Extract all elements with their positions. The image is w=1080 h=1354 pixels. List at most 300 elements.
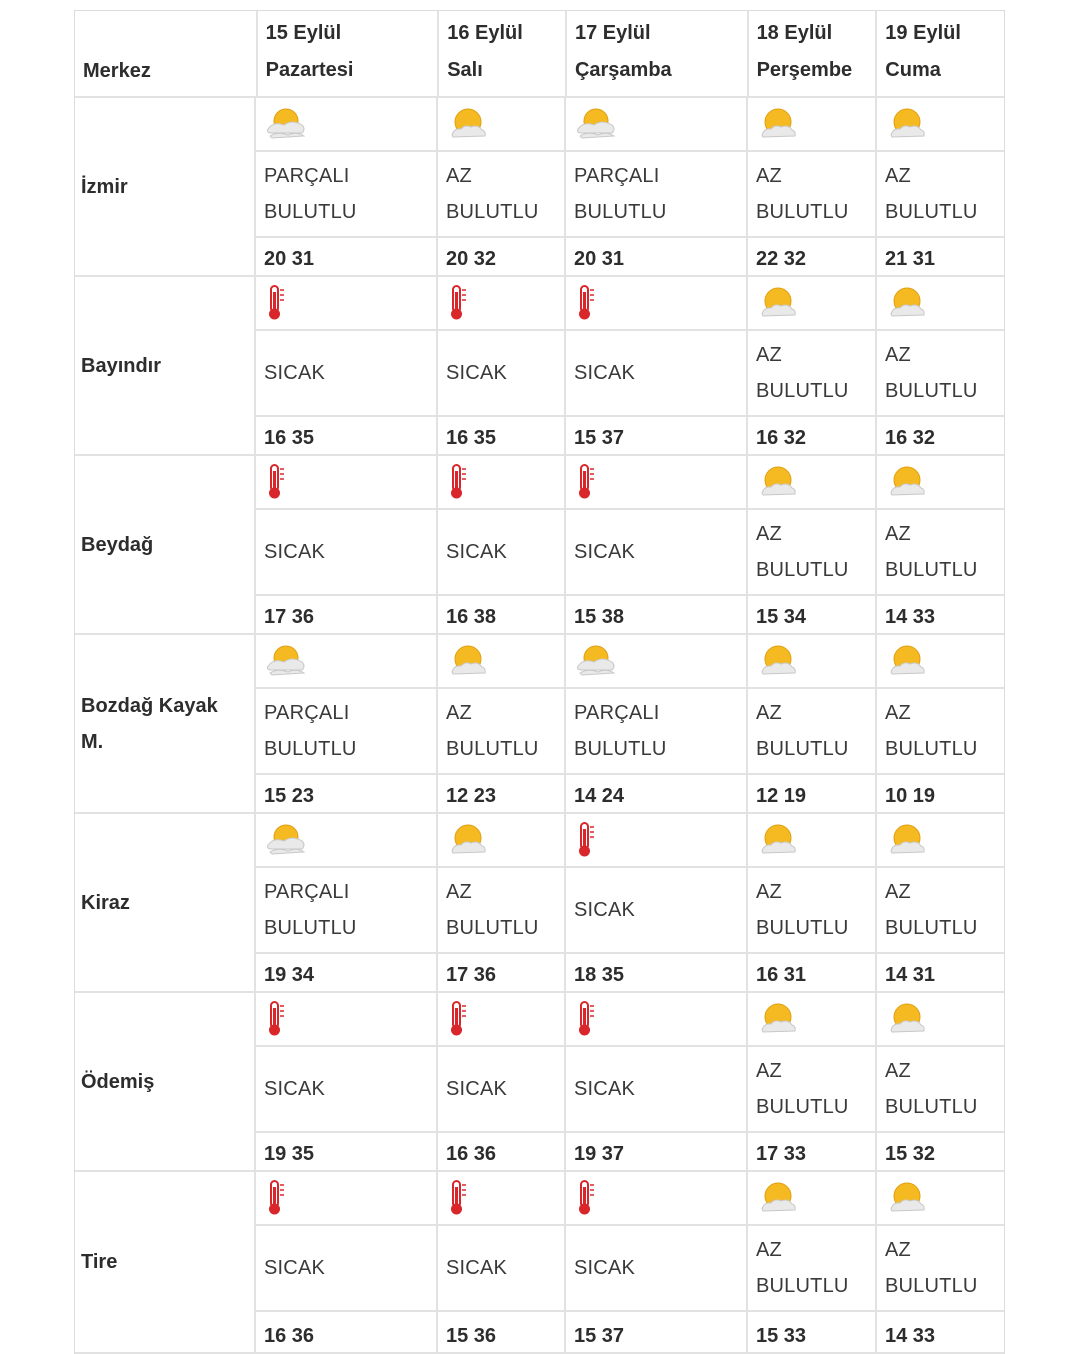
weather-icon-cell — [877, 98, 1004, 150]
partly-cloudy-icon — [266, 823, 306, 857]
header-day-weekday: Salı — [447, 59, 483, 81]
forecast-table-wrapper — [74, 10, 1005, 1354]
header-day-2 — [439, 11, 567, 96]
description-line-1: SICAK — [264, 541, 326, 563]
description-line-1: SICAK — [264, 1257, 326, 1279]
description-line-2: BULUTLU — [885, 917, 978, 939]
thermometer-icon — [576, 284, 598, 322]
temperature-row — [256, 775, 1004, 812]
temperature-range: 16 35 — [446, 427, 497, 449]
weather-description — [256, 152, 438, 236]
weather-icon-cell — [256, 277, 438, 329]
description-line-2: BULUTLU — [574, 738, 667, 760]
header-center-label: Merkez — [83, 60, 151, 82]
temperature-range: 20 32 — [446, 248, 497, 270]
temperature-cell — [256, 596, 438, 633]
thermometer-icon — [266, 1179, 288, 1217]
temperature-cell — [256, 775, 438, 812]
temperature-row — [256, 596, 1004, 633]
description-line-1: AZ — [756, 165, 782, 187]
description-line-2: BULUTLU — [756, 1275, 849, 1297]
weather-description — [877, 689, 1004, 773]
temperature-range: 17 36 — [264, 606, 315, 628]
city-name-label: Beydağ — [81, 533, 154, 556]
temperature-range: 14 33 — [885, 1325, 936, 1347]
weather-description — [566, 1047, 748, 1131]
weather-description — [748, 152, 877, 236]
weather-icon-cell — [438, 635, 566, 687]
weather-icon-cell — [566, 456, 748, 508]
weather-icon-cell — [256, 456, 438, 508]
icon-row — [256, 98, 1004, 152]
temperature-cell — [877, 954, 1004, 991]
temperature-cell — [566, 238, 748, 275]
temperature-cell — [877, 1133, 1004, 1170]
city-name — [75, 993, 256, 1170]
description-line-1: AZ — [756, 1060, 782, 1082]
weather-icon-cell — [438, 814, 566, 866]
icon-row — [256, 1172, 1004, 1226]
temperature-cell — [748, 417, 877, 454]
city-name — [75, 456, 256, 633]
mostly-sunny-icon — [758, 107, 798, 141]
temperature-cell — [748, 775, 877, 812]
description-line-2: BULUTLU — [756, 559, 849, 581]
weather-description — [748, 689, 877, 773]
mostly-sunny-icon — [448, 107, 488, 141]
mostly-sunny-icon — [758, 286, 798, 320]
weather-description — [438, 1226, 566, 1310]
weather-description — [566, 868, 748, 952]
thermometer-icon — [448, 1179, 470, 1217]
description-line-1: SICAK — [264, 362, 326, 384]
description-line-2: BULUTLU — [885, 1275, 978, 1297]
weather-description — [877, 331, 1004, 415]
thermometer-icon — [448, 284, 470, 322]
mostly-sunny-icon — [758, 1002, 798, 1036]
description-row — [256, 331, 1004, 417]
weather-icon-cell — [877, 993, 1004, 1045]
temperature-cell — [438, 954, 566, 991]
description-line-1: AZ — [446, 881, 472, 903]
city-days — [256, 1172, 1004, 1352]
table-body — [75, 98, 1004, 1354]
description-line-2: BULUTLU — [756, 201, 849, 223]
weather-icon-cell — [748, 98, 877, 150]
description-line-1: PARÇALI — [264, 881, 350, 903]
temperature-cell — [566, 1133, 748, 1170]
description-line-1: SICAK — [446, 1257, 508, 1279]
header-center — [75, 11, 258, 96]
weather-description — [256, 1226, 438, 1310]
city-days — [256, 814, 1004, 991]
description-line-1: AZ — [885, 702, 911, 724]
partly-cloudy-icon — [576, 107, 616, 141]
thermometer-icon — [266, 284, 288, 322]
description-line-1: SICAK — [574, 899, 636, 921]
forecast-table — [74, 10, 1005, 1354]
header-day-date: 15 Eylül — [265, 22, 342, 44]
temperature-cell — [877, 238, 1004, 275]
header-day-1 — [258, 11, 440, 96]
description-line-2: BULUTLU — [264, 917, 357, 939]
weather-description — [566, 331, 748, 415]
temperature-row — [256, 417, 1004, 454]
header-day-weekday: Pazartesi — [265, 59, 354, 81]
weather-icon-cell — [566, 1172, 748, 1224]
temperature-cell — [748, 238, 877, 275]
weather-icon-cell — [877, 814, 1004, 866]
weather-description — [748, 868, 877, 952]
weather-description — [877, 868, 1004, 952]
weather-icon-cell — [566, 993, 748, 1045]
weather-icon-cell — [256, 1172, 438, 1224]
temperature-row — [256, 238, 1004, 275]
temperature-range: 16 31 — [756, 964, 807, 986]
weather-icon-cell — [748, 277, 877, 329]
description-line-1: AZ — [446, 165, 472, 187]
temperature-range: 15 32 — [885, 1143, 936, 1165]
temperature-cell — [438, 1312, 566, 1352]
temperature-range: 17 33 — [756, 1143, 807, 1165]
temperature-cell — [566, 1312, 748, 1352]
city-name-label: Kiraz — [81, 891, 130, 914]
description-line-2: BULUTLU — [885, 201, 978, 223]
city-name-label: Bayındır — [81, 354, 162, 377]
weather-icon-cell — [438, 993, 566, 1045]
weather-description — [748, 331, 877, 415]
city-name — [75, 635, 256, 812]
description-line-1: AZ — [756, 881, 782, 903]
description-line-2: BULUTLU — [756, 738, 849, 760]
description-line-2: BULUTLU — [264, 738, 357, 760]
mostly-sunny-icon — [887, 1002, 927, 1036]
temperature-range: 16 38 — [446, 606, 497, 628]
thermometer-icon — [266, 1000, 288, 1038]
description-row — [256, 868, 1004, 954]
temperature-cell — [438, 1133, 566, 1170]
header-day-date: 19 Eylül — [885, 22, 961, 44]
description-line-1: SICAK — [446, 362, 508, 384]
temperature-range: 17 36 — [446, 964, 497, 986]
weather-description — [877, 1226, 1004, 1310]
weather-icon-cell — [566, 635, 748, 687]
description-line-1: AZ — [756, 344, 782, 366]
temperature-range: 15 37 — [574, 1325, 625, 1347]
temperature-row — [256, 1133, 1004, 1170]
city-days — [256, 635, 1004, 812]
weather-icon-cell — [748, 456, 877, 508]
temperature-range: 19 34 — [264, 964, 315, 986]
temperature-range: 15 36 — [446, 1325, 497, 1347]
temperature-range: 15 33 — [756, 1325, 807, 1347]
temperature-cell — [748, 954, 877, 991]
weather-icon-cell — [256, 98, 438, 150]
temperature-range: 15 23 — [264, 785, 315, 807]
mostly-sunny-icon — [887, 107, 927, 141]
description-line-2: BULUTLU — [446, 917, 539, 939]
temperature-range: 12 19 — [756, 785, 807, 807]
description-line-1: SICAK — [446, 541, 508, 563]
temperature-cell — [877, 1312, 1004, 1352]
weather-icon-cell — [877, 456, 1004, 508]
mostly-sunny-icon — [758, 465, 798, 499]
temperature-row — [256, 1312, 1004, 1352]
description-row — [256, 1226, 1004, 1312]
description-line-2: BULUTLU — [756, 380, 849, 402]
header-day-weekday: Çarşamba — [574, 59, 672, 81]
header-day-5 — [877, 11, 1004, 96]
weather-icon-cell — [566, 277, 748, 329]
thermometer-icon — [576, 1179, 598, 1217]
weather-description — [256, 1047, 438, 1131]
temperature-cell — [256, 1133, 438, 1170]
temperature-range: 15 34 — [756, 606, 807, 628]
table-header-row — [75, 11, 1004, 98]
thermometer-icon — [576, 1000, 598, 1038]
weather-icon-cell — [748, 635, 877, 687]
partly-cloudy-icon — [266, 644, 306, 678]
mostly-sunny-icon — [887, 286, 927, 320]
temperature-cell — [438, 596, 566, 633]
header-day-date: 16 Eylül — [447, 22, 523, 44]
description-line-2: BULUTLU — [885, 559, 978, 581]
city-name — [75, 98, 256, 275]
temperature-cell — [256, 417, 438, 454]
header-day-weekday: Cuma — [885, 59, 941, 81]
mostly-sunny-icon — [887, 465, 927, 499]
weather-description — [438, 689, 566, 773]
description-line-1: AZ — [885, 1239, 911, 1261]
temperature-range: 14 31 — [885, 964, 936, 986]
header-day-date: 18 Eylül — [756, 22, 833, 44]
description-line-2: BULUTLU — [885, 738, 978, 760]
description-row — [256, 510, 1004, 596]
icon-row — [256, 635, 1004, 689]
temperature-cell — [438, 775, 566, 812]
weather-description — [438, 868, 566, 952]
thermometer-icon — [448, 463, 470, 501]
table-row — [75, 1172, 1004, 1354]
temperature-cell — [748, 596, 877, 633]
mostly-sunny-icon — [887, 1181, 927, 1215]
temperature-range: 15 38 — [574, 606, 625, 628]
city-name — [75, 1172, 256, 1352]
description-line-1: AZ — [446, 702, 472, 724]
temperature-cell — [438, 238, 566, 275]
temperature-range: 21 31 — [885, 248, 936, 270]
temperature-range: 10 19 — [885, 785, 936, 807]
description-line-2: BULUTLU — [885, 1096, 978, 1118]
weather-description — [256, 868, 438, 952]
description-line-1: PARÇALI — [574, 165, 660, 187]
mostly-sunny-icon — [887, 644, 927, 678]
temperature-range: 16 36 — [264, 1325, 315, 1347]
temperature-range: 20 31 — [574, 248, 625, 270]
temperature-range: 15 37 — [574, 427, 625, 449]
partly-cloudy-icon — [266, 107, 306, 141]
weather-icon-cell — [748, 993, 877, 1045]
description-row — [256, 689, 1004, 775]
mostly-sunny-icon — [448, 823, 488, 857]
city-name-label: Ödemiş — [81, 1070, 155, 1093]
city-name-label: İzmir — [81, 175, 128, 198]
description-line-1: AZ — [885, 344, 911, 366]
thermometer-icon — [266, 463, 288, 501]
icon-row — [256, 456, 1004, 510]
weather-icon-cell — [438, 98, 566, 150]
description-line-1: AZ — [756, 523, 782, 545]
temperature-range: 14 24 — [574, 785, 625, 807]
table-row — [75, 993, 1004, 1172]
weather-icon-cell — [877, 635, 1004, 687]
description-line-1: SICAK — [446, 1078, 508, 1100]
weather-icon-cell — [438, 1172, 566, 1224]
mostly-sunny-icon — [758, 644, 798, 678]
description-line-2: BULUTLU — [446, 201, 539, 223]
temperature-range: 18 35 — [574, 964, 625, 986]
weather-description — [748, 510, 877, 594]
city-name-label: Tire — [81, 1251, 118, 1273]
weather-description — [438, 1047, 566, 1131]
description-line-2: BULUTLU — [574, 201, 667, 223]
temperature-cell — [566, 596, 748, 633]
temperature-range: 14 33 — [885, 606, 936, 628]
weather-description — [566, 152, 748, 236]
weather-description — [256, 510, 438, 594]
description-line-1: SICAK — [574, 1078, 636, 1100]
temperature-range: 20 31 — [264, 248, 315, 270]
weather-description — [748, 1047, 877, 1131]
city-name — [75, 277, 256, 454]
thermometer-icon — [576, 821, 598, 859]
temperature-cell — [566, 417, 748, 454]
description-line-2: BULUTLU — [264, 201, 357, 223]
table-row — [75, 635, 1004, 814]
temperature-cell — [438, 417, 566, 454]
temperature-cell — [566, 775, 748, 812]
weather-description — [748, 1226, 877, 1310]
city-days — [256, 456, 1004, 633]
table-row — [75, 277, 1004, 456]
partly-cloudy-icon — [576, 644, 616, 678]
description-line-1: SICAK — [574, 541, 636, 563]
weather-description — [566, 1226, 748, 1310]
city-days — [256, 98, 1004, 275]
temperature-cell — [256, 1312, 438, 1352]
weather-icon-cell — [438, 456, 566, 508]
temperature-range: 22 32 — [756, 248, 807, 270]
weather-description — [256, 331, 438, 415]
description-line-1: AZ — [885, 165, 911, 187]
icon-row — [256, 993, 1004, 1047]
temperature-row — [256, 954, 1004, 991]
description-line-1: AZ — [756, 702, 782, 724]
description-line-1: PARÇALI — [264, 702, 350, 724]
temperature-range: 16 32 — [756, 427, 807, 449]
description-line-2: BULUTLU — [885, 380, 978, 402]
table-row — [75, 814, 1004, 993]
weather-icon-cell — [438, 277, 566, 329]
temperature-cell — [877, 775, 1004, 812]
temperature-range: 19 37 — [574, 1143, 625, 1165]
description-line-1: AZ — [885, 1060, 911, 1082]
temperature-range: 19 35 — [264, 1143, 315, 1165]
header-day-date: 17 Eylül — [574, 22, 651, 44]
weather-description — [438, 331, 566, 415]
mostly-sunny-icon — [758, 1181, 798, 1215]
temperature-cell — [748, 1312, 877, 1352]
temperature-cell — [748, 1133, 877, 1170]
temperature-cell — [256, 954, 438, 991]
icon-row — [256, 814, 1004, 868]
header-day-3 — [567, 11, 749, 96]
description-row — [256, 1047, 1004, 1133]
weather-icon-cell — [256, 993, 438, 1045]
weather-icon-cell — [256, 814, 438, 866]
mostly-sunny-icon — [448, 644, 488, 678]
city-days — [256, 277, 1004, 454]
weather-description — [877, 1047, 1004, 1131]
header-day-4 — [749, 11, 878, 96]
mostly-sunny-icon — [887, 823, 927, 857]
temperature-range: 16 35 — [264, 427, 315, 449]
weather-icon-cell — [877, 277, 1004, 329]
description-line-1: AZ — [885, 881, 911, 903]
weather-description — [877, 510, 1004, 594]
thermometer-icon — [576, 463, 598, 501]
description-line-1: SICAK — [264, 1078, 326, 1100]
temperature-cell — [566, 954, 748, 991]
weather-description — [566, 510, 748, 594]
weather-description — [438, 510, 566, 594]
temperature-cell — [256, 238, 438, 275]
description-line-1: SICAK — [574, 1257, 636, 1279]
city-days — [256, 993, 1004, 1170]
description-line-1: PARÇALI — [264, 165, 350, 187]
description-row — [256, 152, 1004, 238]
city-name-label: Bozdağ Kayak M. — [81, 694, 218, 753]
description-line-1: AZ — [756, 1239, 782, 1261]
mostly-sunny-icon — [758, 823, 798, 857]
description-line-1: SICAK — [574, 362, 636, 384]
temperature-range: 16 32 — [885, 427, 936, 449]
weather-description — [438, 152, 566, 236]
temperature-cell — [877, 596, 1004, 633]
description-line-2: BULUTLU — [446, 738, 539, 760]
weather-icon-cell — [566, 98, 748, 150]
weather-icon-cell — [748, 1172, 877, 1224]
table-row — [75, 98, 1004, 277]
description-line-1: PARÇALI — [574, 702, 660, 724]
weather-icon-cell — [748, 814, 877, 866]
weather-description — [877, 152, 1004, 236]
city-name — [75, 814, 256, 991]
temperature-cell — [877, 417, 1004, 454]
icon-row — [256, 277, 1004, 331]
weather-icon-cell — [877, 1172, 1004, 1224]
weather-description — [566, 689, 748, 773]
thermometer-icon — [448, 1000, 470, 1038]
table-row — [75, 456, 1004, 635]
description-line-2: BULUTLU — [756, 1096, 849, 1118]
description-line-2: BULUTLU — [756, 917, 849, 939]
weather-icon-cell — [566, 814, 748, 866]
weather-icon-cell — [256, 635, 438, 687]
weather-description — [256, 689, 438, 773]
temperature-range: 16 36 — [446, 1143, 497, 1165]
header-day-weekday: Perşembe — [756, 59, 853, 81]
